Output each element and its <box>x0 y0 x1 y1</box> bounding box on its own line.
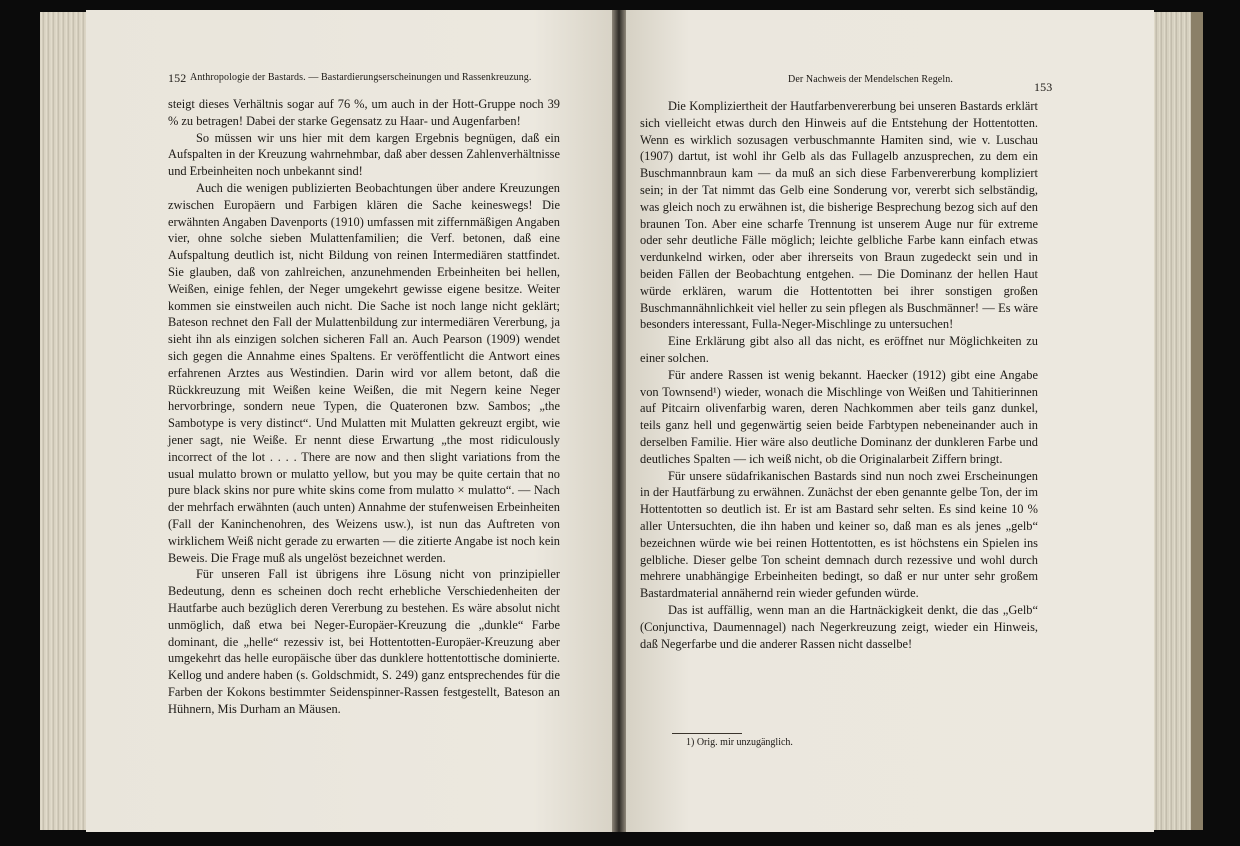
left-body-text <box>168 96 560 717</box>
left-paragraph: Für unseren Fall ist übrigens ihre Lösung nicht von prinzipieller Bedeutung, denn es scheinen doch recht erhebliche Verschiedenheiten der Hautfarbe auch bezüglich deren Vererbung zu bestehen. Es wäre absolut nicht unmöglich, daß etwa bei Neger-Europäer-Kreuzung die „dunkle“ Farbe dominant, die „helle“ rezessiv ist, bei Hottentotten-Europäer-Kreuzung aber umgekehrt das helle europäische über das dunklere hottentottische dominierte. Kellog und andere haben (s. Goldschmidt, S. 249) ganz entsprechendes für die Farben der Kokons bestimmter Seidenspinner-Rassen festgestellt, Bateson an Hühnern, Mis Durham an Mäusen. <box>168 567 560 716</box>
right-body-text <box>640 98 1038 652</box>
right-paragraph: Eine Erklärung gibt also all das nicht, es eröffnet nur Möglichkeiten zu einer solchen. <box>640 334 1038 365</box>
page-edges-left <box>40 12 88 830</box>
left-paragraph: So müssen wir uns hier mit dem kargen Ergebnis begnügen, daß ein Aufspalten in der Kreuzung wahrnehmbar, daß aber dessen Zahlenverhältnisse und Erbeinheiten noch unbekannt sind! <box>168 130 560 179</box>
footnote-rule <box>672 733 742 734</box>
left-paragraph: Auch die wenigen publizierten Beobachtungen über andere Kreuzungen zwischen Europäern und Farbigen klären die Sache keineswegs! Die erwähnten Angaben Davenports (1910) umfassen mit ziffernmäßigen Angaben vier, ohne solche sieben Mulattenfamilien; die Verf. betonen, daß eine Aufspaltung deutlich ist, nicht Bildung von reinen Intermediären stattfindet. Sie glauben, daß von zahlreichen, anzunehmenden Erbeinheiten bei hellen, Weißen, einige fehlen, der Neger umgekehrt gewisse eigene besitze. Weiter kommen sie einstweilen auch nicht. Die Sache ist noch lange nicht geklärt; Bateson rechnet den Fall der Mulattenbildung zur intermediären Vererbung, ja sieht ihn als einzigen solchen sicheren Fall an. Auch Pearson (1909) wendet sich gegen die Annahme eines Spaltens. Er veröffentlicht die Antwort eines erfahrenen Arztes aus Westindien. Darin wird vor allem betont, daß die Rückkreuzung mit Weißen keine Weißen, die mit Negern keine Neger hervorbringe, sondern neue Typen, die Quateronen bzw. Sambos; „the Sambotype is very distinct“. Und Mulatten mit Mulatten gekreuzt ergibt, wie jener sagt, nie Weiße. Er nennt diese Erwartung „the most ridiculously incorrect of the lot . . . . There are now and then slight variations from the usual mulatto brown or mulatto yellow, but you may be quite certain that no pure black skins nor pure white skins come from mulatto × mulatto“. — Nach der mehrfach erwähnten (auch unten) Annahme der stufenweisen Erbeinheiten (Fall der Kaninchenohren, des Weizens usw.), ist nun das Auftreten von wirklichem Weiß nicht gerade zu erwarten — die zitierte Angabe ist noch kein Beweis. Die Frage muß als ungelöst bezeichnet werden. <box>168 180 560 565</box>
left-running-head: Anthropologie der Bastards. — Bastardierungserscheinungen und Rassenkreuzung. <box>190 72 532 83</box>
right-paragraph: Für andere Rassen ist wenig bekannt. Haecker (1912) gibt eine Angabe von Townsend¹) wieder, wonach die Mischlinge von Weißen und Tahitierinnen auf Pitcairn olivenfarbig waren, deren Nachkommen aber teils ganz dunkel, teils ganz hell und gegenwärtig seien beide Farbtypen nebeneinander auch in derselben Familie. Hier wäre also deutliche Dominanz der dunkleren Farbe und deutliches Spalten — ich weiß nicht, ob die Originalarbeit Ziffern bringt. <box>640 367 1038 466</box>
right-page-number: 153 <box>1034 80 1053 94</box>
book-gutter <box>612 10 626 832</box>
left-page-number: 152 <box>168 71 187 85</box>
right-paragraph: Das ist auffällig, wenn man an die Hartnäckigkeit denkt, die das „Gelb“ (Conjunctiva, Daumennagel) nach Negerkreuzung zeigt, wieder ein Hinweis, daß Negerfarbe und die anderer Rassen nicht dasselbe! <box>640 602 1038 651</box>
page-edges-right <box>1153 12 1203 830</box>
footnote: 1) Orig. mir unzugänglich. <box>686 737 793 748</box>
right-paragraph: Für unsere südafrikanischen Bastards sind nun noch zwei Erscheinungen in der Hautfärbung zu erwähnen. Zunächst der eben genannte gelbe Ton, der im Hottentotten so deutlich ist. Er ist am Bastard sehr selten. Es sind keine 10 % aller Untersuchten, die ihn haben und keiner so, daß man es als jenes „gelb“ bezeichnen würde wie bei reinen Hottentotten, es ist höchstens ein Spielen ins gelbliche. Dieser gelbe Ton scheint demnach durch rezessive und wohl durch mehrere unabhängige Erbeinheiten bedingt, so daß er nur unter sehr großem Bastardmaterial annähernd rein wieder gefunden würde. <box>640 468 1038 601</box>
right-paragraph: Die Kompliziertheit der Hautfarbenvererbung bei unseren Bastards erklärt sich vielleicht etwas durch den Hinweis auf die Entstehung der Hottentotten. Wenn es wirklich sozusagen verbuschmannte Hamiten sind, wie v. Luschau (1907) dartut, ist wohl ihr Gelb als das Fullagelb anzusprechen, zu dem ein Buschmannbraun kam — da muß an sich diese Farbenvererbung kompliziert sein; in der Tat nimmt das Gelb eine Sonderung vor, vererbt sich selbständig, was gleich noch zu erwähnen ist, die bisherige Besprechung bezog sich auf den braunen Ton. Aber eine scharfe Trennung ist unserem Auge nur für extreme oder sehr deutliche Fälle möglich; leichte gelbliche Farbe kann einfach etwas verdunkelnd wirken, oder aber ihrerseits von Braun zugedeckt sein und in beiden Fällen der Beobachtung entgehen. — Die Dominanz der hellen Haut würde erklären, warum die Hottentotten bei ihrer sonstigen großen Buschmannähnlichkeit viel heller zu sein pflegen als Buschmänner! — Es wäre besonders interessant, Fulla-Neger-Mischlinge zu untersuchen! <box>640 99 1038 332</box>
left-paragraph: steigt dieses Verhältnis sogar auf 76 %, um auch in der Hott-Gruppe noch 39 % zu betragen! Dabei der starke Gegensatz zu Haar- und Augenfarben! <box>168 97 560 128</box>
right-running-head: Der Nachweis der Mendelschen Regeln. <box>788 74 953 85</box>
